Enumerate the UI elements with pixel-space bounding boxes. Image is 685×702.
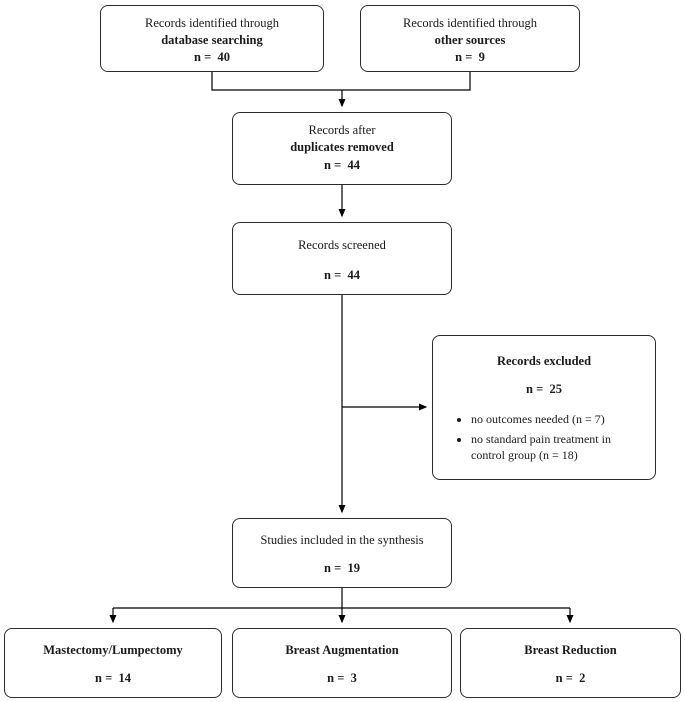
node-included-title bbox=[241, 532, 443, 549]
node-count: n = 44 bbox=[324, 158, 360, 173]
node-duplicates-removed bbox=[232, 112, 452, 185]
node-text: Records after bbox=[308, 123, 376, 137]
node-mastectomy-title: Mastectomy/Lumpectomy bbox=[43, 643, 183, 657]
node-duplicates-removed-title bbox=[241, 122, 443, 156]
node-count: n = 9 bbox=[455, 49, 485, 64]
node-text-bold: duplicates removed bbox=[290, 139, 394, 154]
node-identified-database-title bbox=[109, 15, 315, 49]
excluded-reason-item: • no standard pain treatment in control group (n = 18) bbox=[471, 431, 637, 465]
node-augmentation-title: Breast Augmentation bbox=[285, 643, 399, 657]
excluded-reasons-list bbox=[441, 411, 647, 467]
node-reduction bbox=[460, 628, 681, 698]
node-excluded-title: Records excluded bbox=[496, 354, 592, 368]
node-reduction-title: Breast Reduction bbox=[524, 643, 617, 657]
node-text: Records identified through bbox=[145, 16, 279, 30]
excluded-reason-item: • no outcomes needed (n = 7) bbox=[471, 411, 637, 428]
node-count: n = 25 bbox=[526, 381, 562, 396]
node-text: Records screened bbox=[298, 238, 386, 252]
node-screened bbox=[232, 222, 452, 295]
node-text-bold: other sources bbox=[434, 32, 506, 47]
node-text: Records identified through bbox=[403, 16, 537, 30]
node-excluded bbox=[432, 335, 656, 480]
node-count: n = 40 bbox=[194, 49, 230, 64]
node-text-bold: database searching bbox=[161, 32, 263, 47]
node-identified-database bbox=[100, 5, 324, 72]
node-mastectomy bbox=[4, 628, 222, 698]
node-count: n = 14 bbox=[95, 671, 131, 686]
node-count: n = 44 bbox=[324, 268, 360, 283]
node-count: n = 2 bbox=[555, 671, 586, 686]
node-screened-title bbox=[241, 237, 443, 254]
connector-top-right bbox=[342, 72, 470, 90]
connector-top-left bbox=[212, 72, 342, 90]
node-included bbox=[232, 518, 452, 588]
node-identified-other-title bbox=[369, 15, 571, 49]
node-augmentation bbox=[232, 628, 452, 698]
node-count: n = 19 bbox=[324, 561, 360, 576]
node-text: Studies included in the synthesis bbox=[260, 533, 424, 547]
node-identified-other bbox=[360, 5, 580, 72]
node-count: n = 3 bbox=[327, 671, 357, 686]
